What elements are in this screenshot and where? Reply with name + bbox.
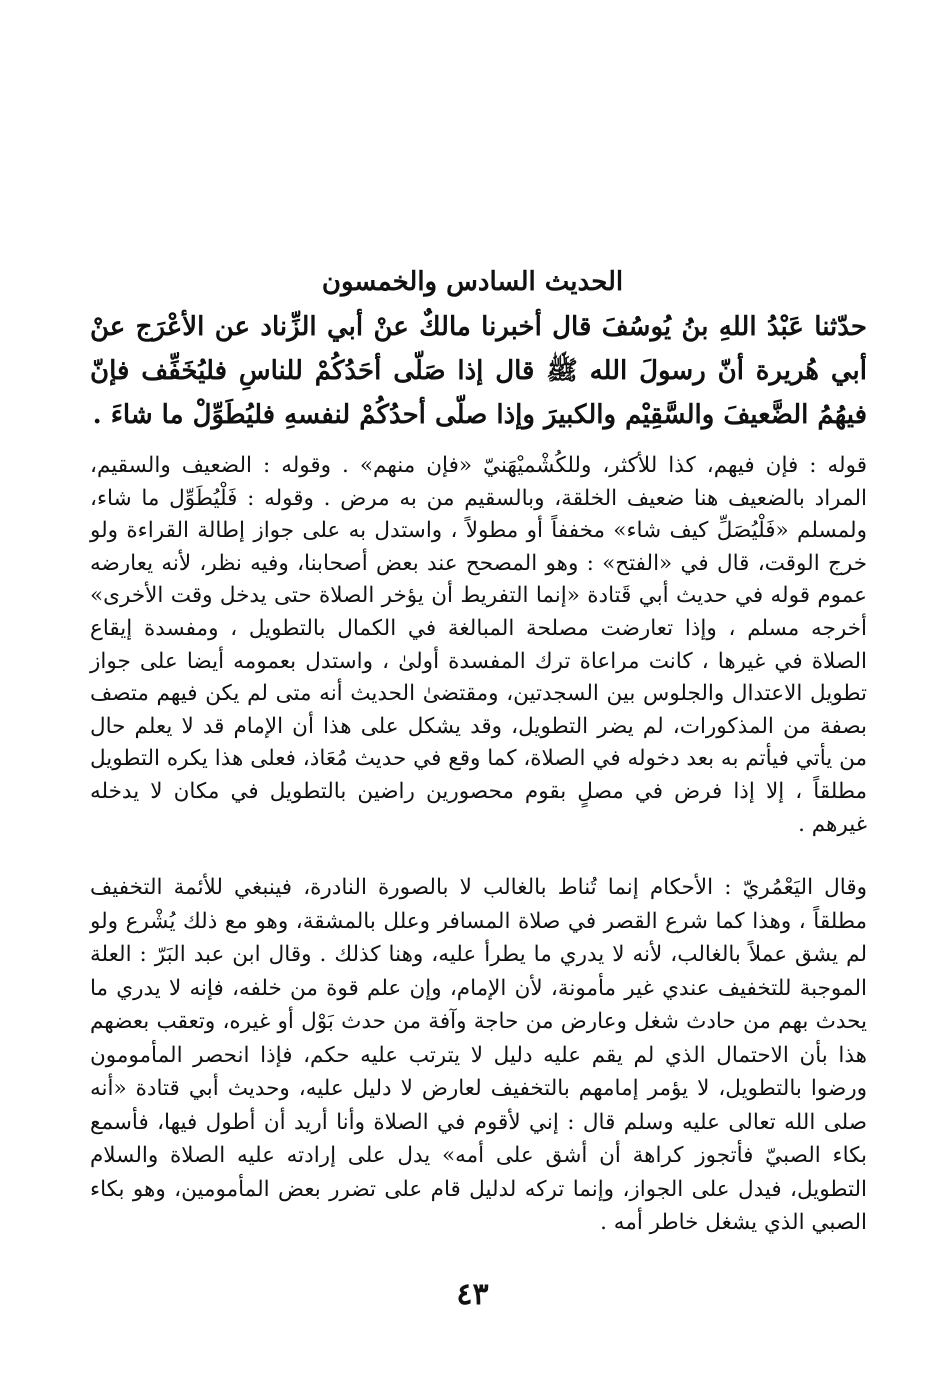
commentary-paragraph: وقال اليَعْمُريّ : الأحكام إنما تُناط بالغالب لا بالصورة النادرة، فينبغي للأئمة التخفيف مطلقاً ، وهذا كما شرع القصر في صلاة المسافر وعلل بالمشقة، وهو مع ذلك يُشْرع ولو لم يشق عملاً بالغالب، لأنه لا يدري ما يطرأ عليه، وهنا كذلك . وقال ابن عبد البَرّ : العلة الموجبة للتخفيف عندي غير مأمونة، لأن الإمام، وإن علم قوة من خلفه، فإنه لا يدري ما يحدث بهم من حادث شغل وعارض من حاجة وآفة من حدث بَوْل أو غيره، وتعقب بعضهم هذا بأن الاحتمال الذي لم يقم عليه دليل لا يترتب عليه حكم، فإذا انحصر المأمومون ورضوا بالتطويل، لا يؤمر إمامهم بالتخفيف لعارض لا دليل عليه، وحديث أبي قتادة «أنه صلى الله تعالى عليه وسلم قال : إني لأقوم في الصلاة وأنا أريد أن أطول فيها، فأسمع بكاء الصبيّ فأتجوز كراهة أن أشق على أمه» يدل على إرادته عليه الصلاة والسلام التطويل، فيدل على الجواز، وإنما تركه لدليل قام على تضرر بعض المأمومين، وهو بكاء الصبي الذي يشغل خاطر أمه .	[90, 875, 867, 1236]
commentary-paragraph: قوله : فإن فيهم، كذا للأكثر، وللكُشْميْهَنيّ «فإن منهم» . وقوله : الضعيف والسقيم، المراد بالضعيف هنا ضعيف الخلقة، وبالسقيم من به مرض . وقوله : فَلْيُطَوِّل ما شاء، ولمسلم «فَلْيُصَلِّ كيف شاء» مخففاً أو مطولاً ، واستدل به على جواز إطالة القراءة ولو خرج الوقت، قال في «الفتح» : وهو المصحح عند بعض أصحابنا، وفيه نظر، لأنه يعارضه عموم قوله في حديث أبي قَتادة «إنما التفريط أن يؤخر الصلاة حتى يدخل وقت الأخرى» أخرجه مسلم ، وإذا تعارضت مصلحة المبالغة في الكمال بالتطويل ، ومفسدة إيقاع الصلاة في غيرها ، كانت مراعاة ترك المفسدة أولىٰ ، واستدل بعمومه أيضا على جواز تطويل الاعتدال والجلوس بين السجدتين، ومقتضىٰ الحديث أنه متى لم يكن فيهم متصف بصفة من المذكورات، لم يضر التطويل، وقد يشكل على هذا أن الإمام قد لا يعلم حال من يأتي فيأتم به بعد دخوله في الصلاة، كما وقع في حديث مُعَاذ، فعلى هذا يكره التطويل مطلقاً ، إلا إذا فرض في مصلٍ بقوم محصورين راضين بالتطويل في مكان لا يدخله غيرهم .	[90, 453, 867, 837]
page-number: ٤٣	[456, 1277, 489, 1312]
page-title: الحديث السادس والخمسون	[321, 267, 624, 297]
hadith-text: حدّثنا عَبْدُ اللهِ بنُ يُوسُفَ قال أخبرنا مالكٌ عنْ أبي الزِّناد عن الأعْرَج عنْ أبي هُريرة أنّ رسولَ الله ﷺ قال إذا صَلّى أحَدُكُمْ للناسِ فليُخَفِّف فإنّ فيهُمُ الضَّعيفَ والسَّقِيْم والكبيرَ وإذا صلّى أحدُكُمْ لنفسهِ فليُطَوِّلْ ما شاءَ .	[90, 312, 867, 430]
hadith-text-block	[90, 305, 867, 437]
commentary-block	[90, 450, 867, 1240]
